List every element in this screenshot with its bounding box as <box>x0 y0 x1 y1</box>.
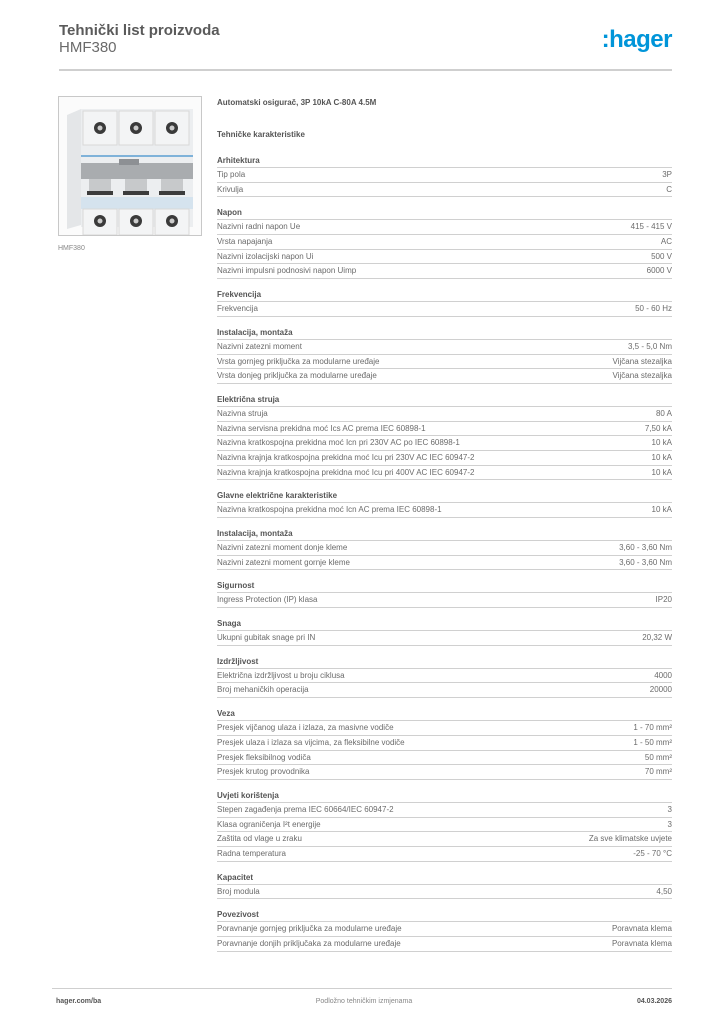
spec-label: Presjek krutog provodnika <box>217 767 310 777</box>
spec-label: Frekvencija <box>217 304 258 314</box>
spec-row <box>217 264 672 279</box>
header-divider <box>59 69 672 71</box>
section-title: Instalacija, montaža <box>217 328 672 340</box>
spec-section <box>217 290 672 317</box>
spec-value: AC <box>660 237 672 247</box>
spec-value: 7,50 kA <box>644 423 672 433</box>
spec-label: Nazivni zatezni moment <box>217 341 302 351</box>
spec-label: Presjek ulaza i izlaza sa vijcima, za fleksibilne vodiče <box>217 737 405 747</box>
spec-value: 3 <box>667 819 672 829</box>
spec-value: 3P <box>662 170 672 179</box>
spec-label: Ingress Protection (IP) klasa <box>217 595 318 605</box>
spec-row <box>217 832 672 847</box>
spec-section <box>217 581 672 608</box>
spec-sections <box>217 156 672 952</box>
spec-label: Nazivni zatezni moment gornje kleme <box>217 557 350 567</box>
spec-section <box>217 619 672 646</box>
spec-label: Krivulja <box>217 184 244 194</box>
spec-label: Stepen zagađenja prema IEC 60664/IEC 60947-2 <box>217 804 394 814</box>
spec-value: 80 A <box>655 408 672 418</box>
spec-label: Poravnanje donjih priključaka za modularne uređaje <box>217 939 401 948</box>
spec-label: Nazivni impulsni podnosivi napon Uimp <box>217 266 357 276</box>
circuit-breaker-illustration <box>59 97 202 236</box>
spec-section <box>217 791 672 862</box>
spec-row <box>217 168 672 183</box>
spec-value: 6000 V <box>646 266 672 276</box>
spec-label: Nazivni zatezni moment donje kleme <box>217 543 348 552</box>
spec-section <box>217 657 672 698</box>
section-title: Električna struja <box>217 395 672 407</box>
spec-label: Broj modula <box>217 886 260 896</box>
spec-row <box>217 503 672 518</box>
spec-value: IP20 <box>655 595 672 605</box>
spec-row <box>217 922 672 937</box>
spec-label: Nazivna kratkospojna prekidna moć Icn pri 230V AC po IEC 60898-1 <box>217 438 460 448</box>
spec-label: Radna temperatura <box>217 848 286 858</box>
section-title: Glavne električne karakteristike <box>217 491 672 503</box>
footer-divider <box>52 988 672 989</box>
spec-value: 500 V <box>651 251 672 261</box>
spec-section <box>217 208 672 279</box>
spec-row <box>217 436 672 451</box>
section-title: Povezivost <box>217 910 672 922</box>
spec-row <box>217 556 672 571</box>
spec-value: Poravnata klema <box>611 939 672 948</box>
section-title: Sigurnost <box>217 581 672 593</box>
spec-value: 50 - 60 Hz <box>635 304 672 314</box>
spec-value: 3,5 - 5,0 Nm <box>627 341 672 351</box>
product-description: Automatski osigurač, 3P 10kA C-80A 4.5M <box>217 98 377 107</box>
spec-value: 10 kA <box>651 505 672 515</box>
spec-label: Ukupni gubitak snage pri IN <box>217 633 316 643</box>
spec-label: Vrsta donjeg priključka za modularne uređaje <box>217 371 377 381</box>
spec-section <box>217 910 672 951</box>
spec-row <box>217 683 672 698</box>
page-footer <box>56 998 672 1010</box>
spec-row <box>217 669 672 684</box>
spec-row <box>217 302 672 317</box>
product-code: HMF380 <box>59 39 117 56</box>
spec-value: 10 kA <box>651 467 672 477</box>
spec-section <box>217 156 672 197</box>
spec-value: Poravnata klema <box>611 924 672 934</box>
spec-label: Broj mehaničkih operacija <box>217 685 309 695</box>
spec-label: Poravnanje gornjeg priključka za modularne uređaje <box>217 924 402 934</box>
spec-value: 1 - 50 mm² <box>633 737 672 747</box>
footer-website: hager.com/ba <box>56 998 102 1005</box>
spec-row <box>217 407 672 422</box>
section-title: Frekvencija <box>217 290 672 302</box>
spec-label: Presjek vijčanog ulaza i izlaza, za masivne vodiče <box>217 723 394 733</box>
image-caption: HMF380 <box>58 245 85 252</box>
spec-label: Nazivni izolacijski napon Ui <box>217 251 314 261</box>
spec-value: 10 kA <box>651 438 672 448</box>
spec-value: 10 kA <box>651 452 672 462</box>
spec-label: Nazivna krajnja kratkospojna prekidna moć Icu pri 400V AC IEC 60947-2 <box>217 467 475 477</box>
spec-section <box>217 529 672 570</box>
spec-value: 415 - 415 V <box>630 222 672 232</box>
spec-value: 4000 <box>654 670 672 680</box>
spec-section <box>217 491 672 518</box>
spec-value: 3,60 - 3,60 Nm <box>619 557 672 567</box>
section-title: Instalacija, montaža <box>217 529 672 541</box>
spec-section <box>217 709 672 780</box>
spec-row <box>217 885 672 900</box>
spec-row <box>217 235 672 250</box>
spec-label: Vrsta gornjeg priključka za modularne uređaje <box>217 356 380 366</box>
spec-label: Tip pola <box>217 170 246 179</box>
hager-logo: :hager <box>601 26 672 53</box>
spec-value: 70 mm² <box>644 767 672 777</box>
product-image <box>58 96 202 236</box>
spec-row <box>217 355 672 370</box>
spec-label: Nazivna krajnja kratkospojna prekidna moć Icu pri 230V AC IEC 60947-2 <box>217 452 475 462</box>
spec-row <box>217 818 672 833</box>
spec-row <box>217 369 672 384</box>
spec-row <box>217 340 672 355</box>
spec-row <box>217 183 672 198</box>
spec-section <box>217 873 672 900</box>
spec-row <box>217 721 672 736</box>
spec-row <box>217 451 672 466</box>
spec-row <box>217 847 672 862</box>
spec-label: Nazivna struja <box>217 408 268 418</box>
section-title: Arhitektura <box>217 156 672 168</box>
spec-row <box>217 803 672 818</box>
spec-row <box>217 751 672 766</box>
tech-characteristics-title: Tehničke karakteristike <box>217 130 305 139</box>
spec-section <box>217 328 672 384</box>
spec-row <box>217 631 672 646</box>
spec-label: Električna izdržljivost u broju ciklusa <box>217 670 345 680</box>
spec-label: Vrsta napajanja <box>217 237 273 247</box>
spec-section <box>217 395 672 480</box>
section-title: Kapacitet <box>217 873 672 885</box>
spec-row <box>217 937 672 952</box>
spec-value: -25 - 70 °C <box>633 848 672 858</box>
spec-label: Nazivni radni napon Ue <box>217 222 301 232</box>
spec-value: C <box>666 184 672 194</box>
spec-row <box>217 466 672 481</box>
spec-value: 3,60 - 3,60 Nm <box>619 543 672 552</box>
spec-row <box>217 250 672 265</box>
spec-label: Nazivna kratkospojna prekidna moć Icn AC prema IEC 60898-1 <box>217 505 442 515</box>
spec-label: Zaštita od vlage u zraku <box>217 834 302 844</box>
spec-row <box>217 220 672 235</box>
spec-row <box>217 541 672 556</box>
spec-content <box>217 98 672 963</box>
document-title: Tehnički list proizvoda <box>59 22 220 39</box>
page-header <box>59 22 672 70</box>
spec-row <box>217 765 672 780</box>
spec-value: 3 <box>667 804 672 814</box>
spec-label: Presjek fleksibilnog vodiča <box>217 752 311 762</box>
section-title: Izdržljivost <box>217 657 672 669</box>
spec-value: 20,32 W <box>642 633 672 643</box>
spec-value: Za sve klimatske uvjete <box>588 834 672 844</box>
spec-value: 50 mm² <box>644 752 672 762</box>
spec-value: 20000 <box>649 685 672 695</box>
section-title: Uvjeti korištenja <box>217 791 672 803</box>
spec-value: Vijčana stezaljka <box>612 371 672 381</box>
spec-row <box>217 736 672 751</box>
section-title: Snaga <box>217 619 672 631</box>
spec-value: 4,50 <box>656 886 672 896</box>
section-title: Napon <box>217 208 672 220</box>
footer-date: 04.03.2026 <box>636 998 672 1005</box>
spec-row <box>217 593 672 608</box>
spec-value: 1 - 70 mm² <box>633 723 672 733</box>
spec-label: Klasa ograničenja I²t energije <box>217 819 321 829</box>
spec-value: Vijčana stezaljka <box>612 356 672 366</box>
spec-label: Nazivna servisna prekidna moć Ics AC prema IEC 60898-1 <box>217 423 426 433</box>
spec-row <box>217 422 672 437</box>
footer-notice: Podložno tehničkim izmjenama <box>315 998 413 1005</box>
section-title: Veza <box>217 709 672 721</box>
